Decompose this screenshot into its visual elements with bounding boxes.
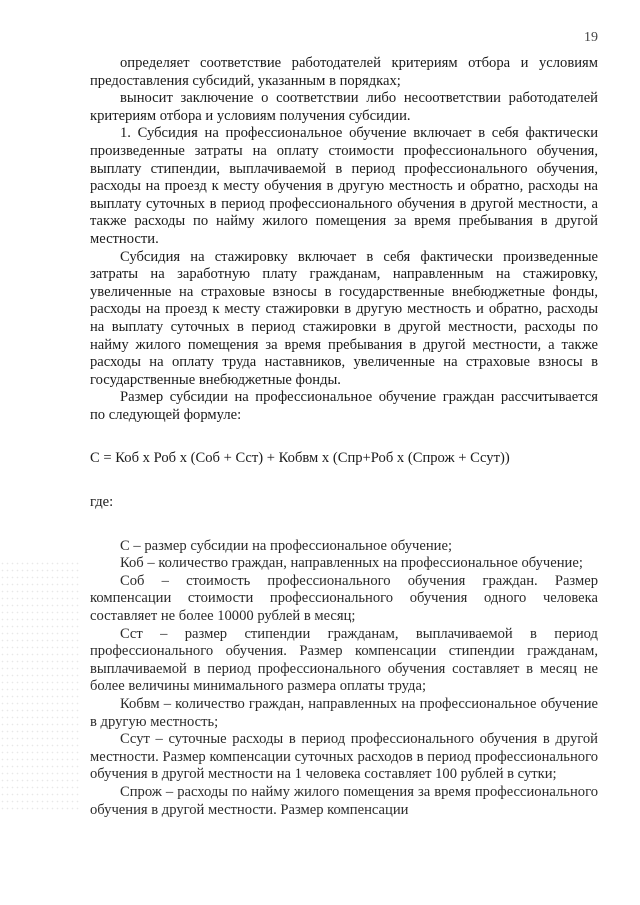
paragraph: выносит заключение о соответствии либо несоответствии работодателей критериям отбора и условиям получения субсидии. — [90, 90, 598, 124]
definition-item: Ссут – суточные расходы в период профессионального обучения в другой местности. Размер компенсации суточных расходов в период профессионального обучения в другой местности на 1 человека составляет 100 рублей в сутки; — [90, 731, 598, 783]
definitions-list — [90, 538, 598, 820]
paragraph: Субсидия на стажировку включает в себя фактически произведенные затраты на заработную плату гражданам, направленным на стажировку, увеличенные на страховые взносы в государственные внебюджетные фонды, расходы на проезд к месту стажировки в другую местность и обратно, расходы на выплату суточных в период стажировки в другой местности, расходы по найму жилого помещения за время пребывания в другой местности, а также расходы на оплату труда наставников, увеличенные на страховые взносы в государственные внебюджетные фонды. — [90, 248, 598, 388]
definition-item: Кобвм – количество граждан, направленных на профессиональное обучение в другую местность; — [90, 696, 598, 730]
definition-item: Сст – размер стипендии гражданам, выплачиваемой в период профессионального обучения. Размер компенсации стипендии гражданам, выплачиваемой в период профессионального обучения составляет в месяц не более величины минимального размера оплаты труда; — [90, 625, 598, 695]
document-body — [90, 55, 598, 819]
definition-item: С – размер субсидии на профессиональное обучение; — [120, 537, 453, 554]
page-number: 19 — [584, 30, 598, 45]
where-label: где: — [90, 494, 114, 511]
paragraph: 1. Субсидия на профессиональное обучение включает в себя фактически произведенные затраты на оплату стоимости профессионального обучения, выплату стипендии, выплачиваемой в период профессионального обучения, расходы на проезд к месту обучения в другую местность и обратно, расходы на выплату суточных в период профессионального обучения в другой местности, а также расходы по найму жилого помещения за время пребывания в другой местности. — [90, 125, 598, 247]
definition-item: Спрож – расходы по найму жилого помещения за время профессионального обучения в другой местности. Размер компенсации — [90, 783, 598, 818]
paragraph: определяет соответствие работодателей критериям отбора и условиям предоставления субсидий, указанным в порядках; — [90, 55, 598, 89]
definition-item: Коб – количество граждан, направленных на профессиональное обучение; — [120, 555, 583, 572]
paragraph: Размер субсидии на профессиональное обучение граждан рассчитывается по следующей формуле: — [90, 389, 598, 423]
definition-item: Соб – стоимость профессионального обучения граждан. Размер компенсации стоимости профессионального обучения одного человека составляет не более 10000 рублей в месяц; — [90, 572, 598, 625]
scan-noise — [0, 560, 80, 810]
formula: С = Коб x Роб x (Соб + Сст) + Кобвм x (Спр+Роб x (Спрож + Ссут)) — [90, 450, 510, 467]
